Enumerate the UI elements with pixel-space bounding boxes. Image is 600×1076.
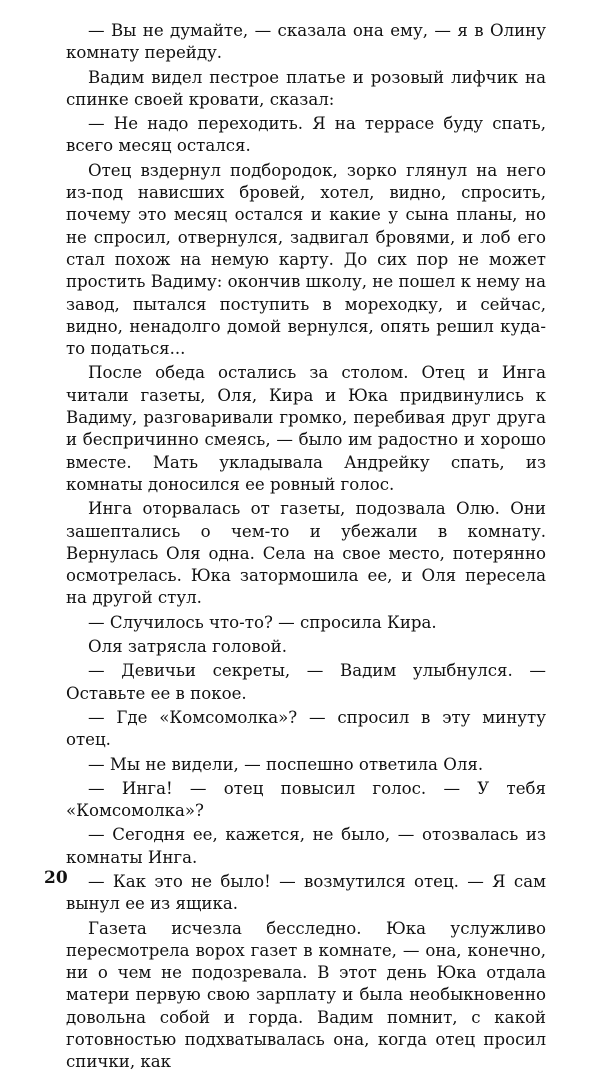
paragraph: — Вы не думайте, — сказала она ему, — я в Олину комнату перейду. xyxy=(66,21,546,63)
paragraph: — Мы не видели, — поспешно ответила Оля. xyxy=(88,754,484,774)
paragraph: — Как это не было! — возмутился отец. — Я сам вынул ее из ящика. xyxy=(66,871,546,914)
paragraph: Газета исчезла бесследно. Юка услужливо пересмотрела ворох газет в комнате, — она, конечно, ни о чем не подозревала. В этот день Юка отдала матери первую свою зарплату и была необыкновенно довольна собой и горда. Вадим помнит, с какой готовностью подхватывалась она, когда отец просил спички, как xyxy=(66,918,546,1072)
paragraph: Инга оторвалась от газеты, подозвала Олю. Они зашептались о чем-то и убежали в комнату. Вернулась Оля одна. Села на свое место, потерянно осмотрелась. Юка затормошила ее, и Оля пересела на другой стул. xyxy=(66,499,546,608)
paragraph: Оля затрясла головой. xyxy=(88,637,287,657)
page-text xyxy=(66,20,546,1076)
page-number: 20 xyxy=(44,868,68,888)
paragraph: — Где «Комсомолка»? — спросил в эту минуту отец. xyxy=(66,707,546,750)
paragraph: — Сегодня ее, кажется, не было, — отозвалась из комнаты Инга. xyxy=(66,825,546,867)
paragraph: — Инга! — отец повысил голос. — У тебя «Комсомолка»? xyxy=(66,778,546,821)
paragraph: — Случилось что-то? — спросила Кира. xyxy=(88,612,437,632)
paragraph: Отец вздернул подбородок, зорко глянул на него из-под нависших бровей, хотел, видно, спросить, почему это месяц остался и какие у сына планы, но не спросил, отвернулся, задвигал бровями, и лоб его стал похож на немую карту. До сих пор не может простить Вадиму: окончив школу, не пошел к нему на завод, пытался поступить в мореходку, и сейчас, видно, ненадолго домой вернулся, опять решил куда-то податься... xyxy=(66,160,546,359)
paragraph: Вадим видел пестрое платье и розовый лифчик на спинке своей кровати, сказал: xyxy=(66,67,546,109)
paragraph: После обеда остались за столом. Отец и Инга читали газеты, Оля, Кира и Юка придвинулись к Вадиму, разговаривали громко, перебивая друг друга и беспричинно смеясь, — было им радостно и хорошо вместе. Мать укладывала Андрейку спать, из комнаты доносился ее ровный голос. xyxy=(66,363,546,494)
paragraph: — Девичьи секреты, — Вадим улыбнулся. — Оставьте ее в покое. xyxy=(66,661,546,703)
paragraph: — Не надо переходить. Я на террасе буду спать, всего месяц остался. xyxy=(66,114,546,156)
